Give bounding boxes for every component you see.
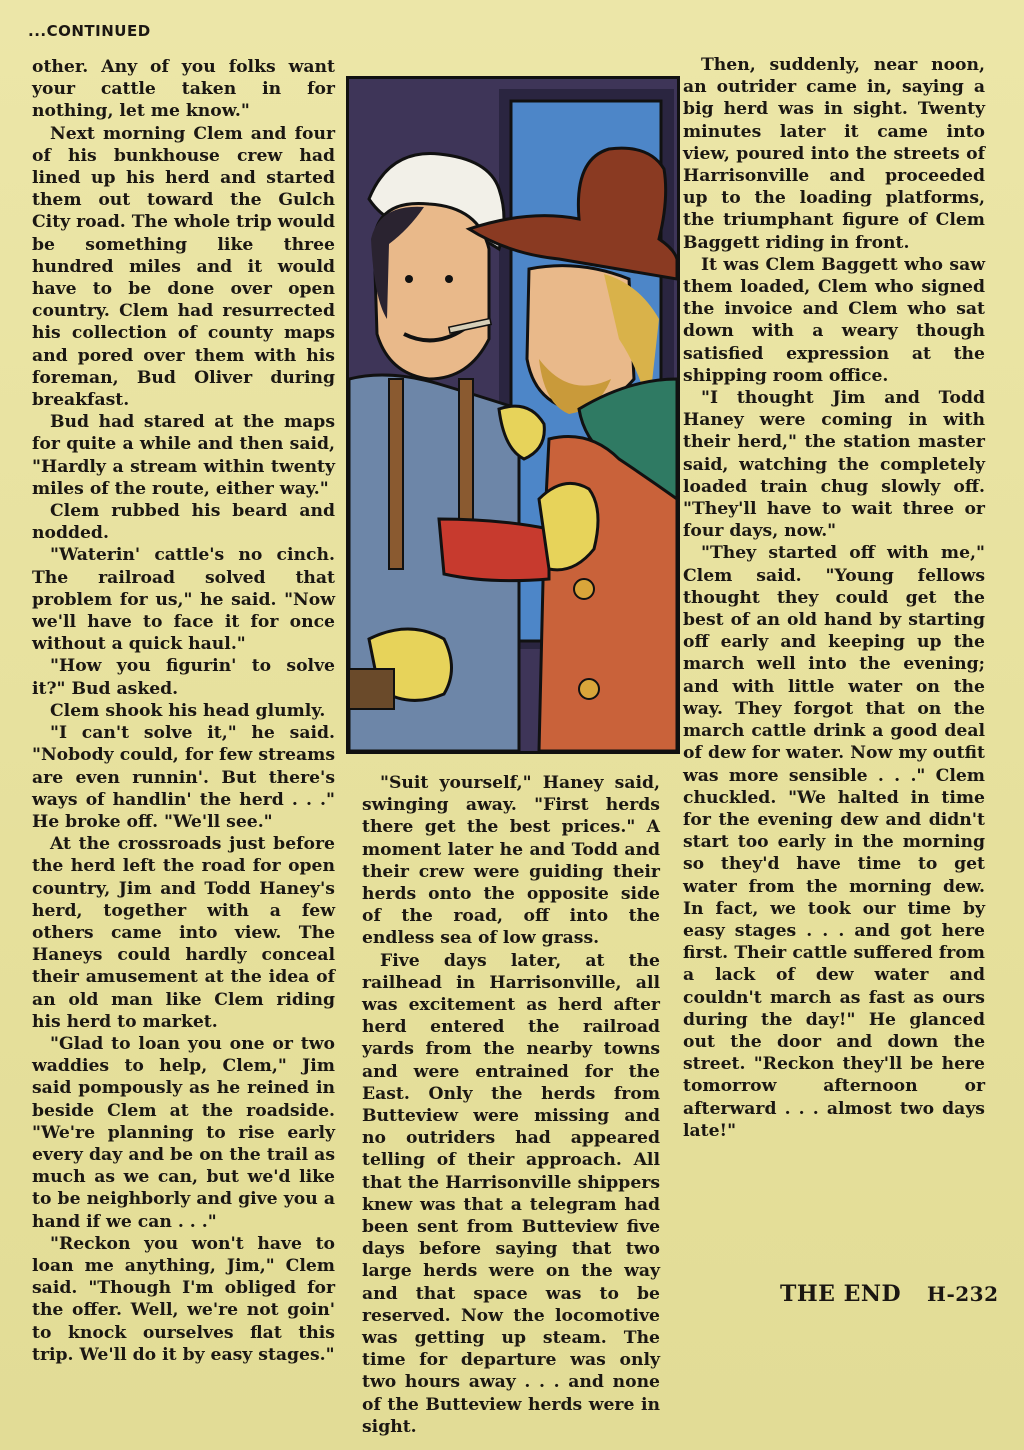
- paragraph: "They started off with me," Clem said. "Young fellows thought they could get the best of an old hand by starting off early and keeping up the march well into the evening; and with little water on the way. They forgot that on the march cattle drink a good deal of dew for water. Now my outfit was more sensible . . ." Clem chuckled. "We halted in time for the evening dew and didn't start too early in the morning so they'd have time to get water from the morning dew. In fact, we took our time by easy stages . . . and got here first. Their cattle suffered from a lack of dew water and couldn't march as fast as ours during the day!" He glanced out the door and down the street. "Reckon they'll be here tomorrow afternoon or afterward . . . almost two days late!": [683, 543, 985, 1141]
- story-code: H-232: [927, 1282, 999, 1306]
- suspender-left: [389, 379, 403, 569]
- text-column-middle: [362, 772, 660, 1438]
- money-pouch: [349, 669, 394, 709]
- paragraph: Clem rubbed his beard and nodded.: [32, 501, 335, 544]
- comic-illustration-panel: [346, 76, 680, 754]
- text-column-right: [683, 54, 985, 1142]
- paragraph: "Reckon you won't have to loan me anything, Jim," Clem said. "Though I'm obliged for the offer. Well, we're not goin' to knock ourselves flat this trip. We'll do it by easy stages.": [32, 1233, 335, 1365]
- paragraph: Clem shook his head glumly.: [50, 700, 326, 721]
- red-sleeve: [439, 519, 549, 581]
- paragraph: Then, suddenly, near noon, an outrider came in, saying a big herd was in sight. Twenty minutes later it came into view, poured into the streets of Harrisonville and proceeded up to the loading platforms, the triumphant figure of Clem Baggett riding in front.: [683, 55, 985, 253]
- paragraph: "I thought Jim and Todd Haney were coming in with their herd," the station master said, watching the completely loaded train chug slowly off. "They'll have to wait three or four days, now.": [683, 388, 985, 542]
- the-end-label: THE END: [780, 1281, 902, 1307]
- paragraph: "Glad to loan you one or two waddies to help, Clem," Jim said pompously as he reined in beside Clem at the roadside. "We're planning to rise early every day and be on the trail as much as we can, but we'd like to be neighborly and give you a hand if we can . . .": [32, 1033, 335, 1232]
- paragraph: Bud had stared at the maps for quite a while and then said, "Hardly a stream within twenty miles of the route, either way.": [32, 412, 335, 499]
- paragraph: It was Clem Baggett who saw them loaded, Clem who signed the invoice and Clem who sat down with a weary though satisfied expression at the shipping room office.: [683, 254, 985, 386]
- paragraph: "Suit yourself," Haney said, swinging away. "First herds there get the best prices." A moment later he and Todd and their crew were guiding their herds onto the opposite side of the road, off into the endless sea of low grass.: [362, 773, 660, 949]
- paragraph: "I can't solve it," he said. "Nobody could, for few streams are even runnin'. But there's ways of handlin' the herd . . ." He broke off. "We'll see.": [32, 723, 335, 832]
- paragraph: other. Any of you folks want your cattle taken in for nothing, let me know.": [32, 57, 335, 122]
- paragraph: Five days later, at the railhead in Harrisonville, all was excitement as herd after herd entered the railroad yards from the nearby towns and were entrained for the East. Only the herds from Butteview were missing and no outriders had appeared telling of their approach. All that the Harrisonville shippers knew was that a telegram had been sent from Butteview five days before saying that two large herds were on the way and that space was to be reserved. Now the locomotive was getting up steam. The time for departure was only two hours away . . . and none of the Butteview herds were in sight.: [362, 950, 660, 1437]
- paragraph: Next morning Clem and four of his bunkhouse crew had lined up his herd and started them out toward the Gulch City road. The whole trip would be something like three hundred miles and it would have to be done over open country. Clem had resurrected his collection of county maps and pored over them with his foreman, Bud Oliver during breakfast.: [32, 123, 335, 411]
- cowboys-doorway-illustration: [349, 79, 677, 751]
- paragraph: "Waterin' cattle's no cinch. The railroad solved that problem for us," he said. "Now we'll have to face it for once without a quick haul.": [32, 545, 335, 655]
- story-end-marker: [780, 1281, 999, 1307]
- paragraph: "How you figurin' to solve it?" Bud asked.: [32, 656, 335, 699]
- continued-header: ...CONTINUED: [28, 22, 151, 40]
- text-column-left: [32, 56, 335, 1366]
- paragraph: At the crossroads just before the herd left the road for open country, Jim and Todd Haney's herd, together with a few others came into view. The Haneys could hardly conceal their amusement at the idea of an old man like Clem riding his herd to market.: [32, 834, 335, 1032]
